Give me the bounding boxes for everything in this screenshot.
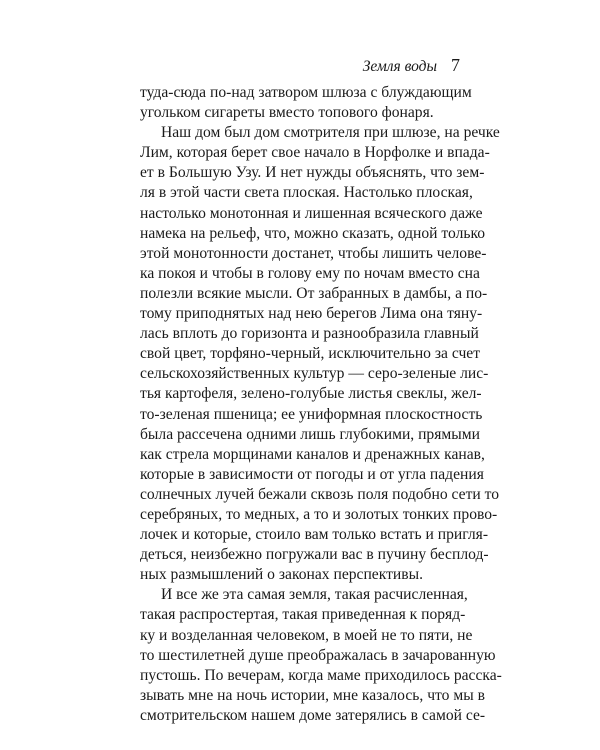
text-line: серебряных, то медных, а то и золотых тонких прово-: [140, 505, 498, 523]
text-line: как стрела морщинами каналов и дренажных канав,: [140, 445, 485, 463]
text-line: такая распростертая, такая приведенная к поряд-: [140, 606, 466, 624]
text-line: то шестилетней душе преображалась в зачарованную: [140, 646, 496, 664]
text-line: туда-сюда по-над затвором шлюза с блуждающим: [140, 84, 472, 101]
paragraph: [140, 585, 502, 726]
text-line: тому приподнятых над нею берегов Лима она тяну-: [140, 305, 483, 323]
text-line: Наш дом был дом смотрителя при шлюзе, на речке: [161, 124, 500, 142]
text-line: этой монотонности достанет, чтобы лишить челове-: [140, 244, 487, 262]
text-line: ку и возделанная человеком, в моей не то пяти, не: [140, 626, 473, 644]
text-line: лась вплоть до горизонта и разнообразила главный: [140, 325, 479, 343]
text-line: была рассечена одними лишь глубокими, прямыми: [140, 425, 480, 443]
text-line: ет в Большую Узу. И нет нужды объяснять, что зем-: [140, 164, 485, 182]
text-line: свой цвет, торфяно-черный, исключительно за счет: [140, 345, 481, 363]
paragraph: [140, 83, 472, 123]
text-line: полезли всякие мысли. От забранных в дамбы, а по-: [140, 284, 488, 302]
page-number: 7: [451, 55, 460, 75]
text-line: настолько монотонная и лишенная всяческого даже: [140, 204, 483, 222]
text-line: сельскохозяйственных культур — серо-зеленые лис-: [140, 365, 489, 383]
text-line: пустошь. По вечерам, когда маме приходилось расска-: [140, 666, 502, 684]
text-line: угольком сигареты вместо топового фонаря.: [140, 104, 434, 122]
text-line: смотрительском нашем доме затерялись в самой се-: [140, 706, 486, 724]
paragraph: [140, 123, 500, 585]
text-line: намека на рельеф, что, можно сказать, одной только: [140, 224, 486, 242]
body-text: [140, 83, 502, 726]
text-line: солнечных лучей бежали сквозь поля подобно сети то: [140, 485, 500, 503]
text-line: лочек и которые, стоило вам только встать и пригля-: [140, 526, 489, 544]
text-line: то-зеленая пшеница; ее униформная плоскостность: [140, 405, 483, 423]
text-line: И все же эта самая земля, такая расчисленная,: [161, 586, 468, 604]
text-line: деться, неизбежно погружали вас в пучину бесплод-: [140, 546, 489, 564]
text-line: ных размышлений о законах перспективы.: [140, 566, 424, 584]
text-line: зывать мне на ночь истории, мне казалось, что мы в: [140, 686, 485, 704]
text-line: ля в этой части света плоская. Настолько плоская,: [140, 184, 473, 202]
text-line: тья картофеля, зелено-голубые листья свеклы, жел-: [140, 385, 482, 403]
text-line: Лим, которая берет свое начало в Норфолке и впада-: [140, 144, 490, 162]
running-head-title: Земля воды: [362, 58, 437, 75]
text-line: которые в зависимости от погоды и от угла падения: [140, 465, 484, 483]
running-head: [363, 55, 460, 76]
text-line: ка покоя и чтобы в голову ему по ночам вместо сна: [140, 264, 480, 282]
